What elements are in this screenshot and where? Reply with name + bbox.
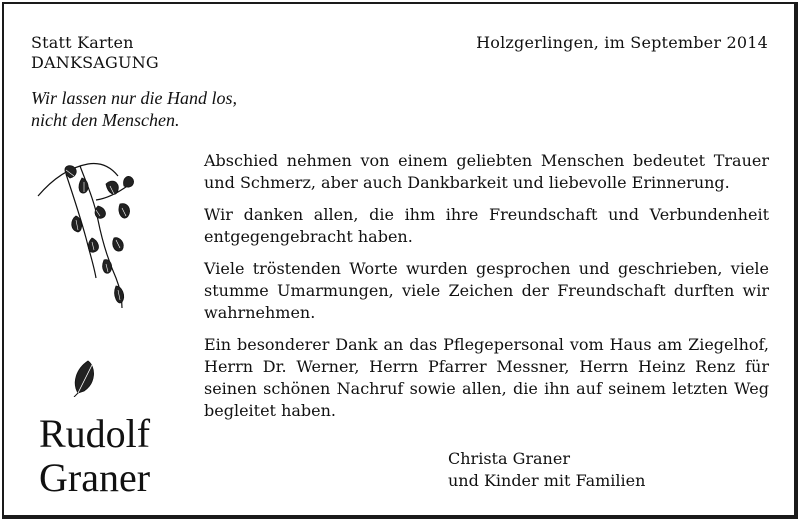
statt-karten-label: Statt Karten (31, 33, 134, 52)
deceased-name (39, 412, 150, 500)
paragraph-1: Abschied nehmen von einem geliebten Menschen bedeutet Trauer und Schmerz, aber auch Dankbarkeit und liebevolle Erinnerung. (204, 151, 769, 192)
paragraph-4: Ein besonderer Dank an das Pflegepersonal vom Haus am Ziegelhof, Herrn Dr. Werner, Herrn Pfarrer Messner, Herrn Heinz Renz für seinen schönen Nachruf sowie allen, die ihn auf seinem letzten Weg begleitet haben. (204, 335, 769, 420)
signature-line-2: und Kinder mit Familien (448, 471, 646, 490)
last-name: Graner (39, 455, 151, 500)
place-date: Holzgerlingen, im September 2014 (476, 33, 768, 52)
first-name: Rudolf (39, 411, 151, 456)
signature-line-1: Christa Graner (448, 449, 570, 468)
paragraph-2: Wir danken allen, die ihm ihre Freundschaft und Verbundenheit entgegengebracht haben. (204, 205, 769, 246)
motto-line-1: Wir lassen nur die Hand los, (31, 88, 238, 108)
motto-line-2: nicht den Menschen. (31, 110, 180, 130)
falling-leaf-icon (70, 357, 100, 401)
signature (448, 448, 645, 492)
paragraph-3: Viele tröstenden Worte wurden gesprochen und geschrieben, viele stumme Umarmungen, viele Zeichen der Freundschaft durften wir wahrnehmen. (204, 259, 769, 322)
body-text (204, 150, 769, 432)
header-left (31, 33, 159, 73)
motto (31, 87, 237, 131)
danksagung-title: DANKSAGUNG (31, 53, 159, 72)
birch-branch-icon (36, 160, 146, 324)
